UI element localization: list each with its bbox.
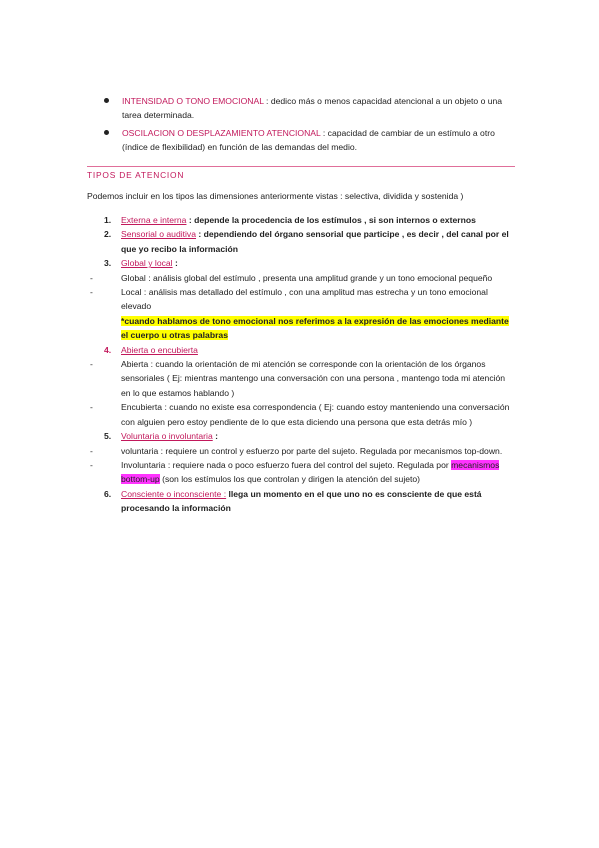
bullet-term: INTENSIDAD O TONO EMOCIONAL bbox=[122, 96, 264, 106]
dash-marker: - bbox=[90, 459, 93, 470]
sub-item bbox=[87, 285, 517, 314]
note bbox=[87, 314, 517, 343]
dash-marker: - bbox=[90, 402, 93, 413]
list-item bbox=[87, 227, 517, 256]
bullet-dot bbox=[104, 130, 109, 135]
item-term: Abierta o encubierta bbox=[121, 344, 198, 355]
list-item bbox=[87, 256, 517, 270]
sub-item-text: Global : análisis global del estímulo , presenta una amplitud grande y un tono emocional pequeño bbox=[121, 272, 493, 283]
sub-item-text: Abierta : cuando la orientación de mi atención se corresponde con la orientación de los órganos sensoriales ( Ej: mientras mantengo una conversación con una persona , mantengo toda mi atención en lo que estamos hablando ) bbox=[121, 359, 506, 398]
sub-item-text-tail: (son los estímulos los que controlan y dirigen la atención del sujeto) bbox=[159, 474, 421, 485]
sub-item-text: Encubierta : cuando no existe esa correspondencia ( Ej: cuando estoy manteniendo una conversación con alguien pero estoy pendiente de lo que esta diciendo una persona que esta detrás mío ) bbox=[121, 402, 510, 427]
bullet-text: : dedico más o menos capacidad atencional a un objeto o una tarea determinada. bbox=[122, 96, 503, 121]
item-number: 1. bbox=[104, 215, 112, 225]
section-divider bbox=[87, 166, 515, 167]
item-term: Externa e interna bbox=[121, 215, 187, 225]
bullet-term: OSCILACION O DESPLAZAMIENTO ATENCIONAL bbox=[122, 127, 321, 138]
list-item bbox=[87, 343, 517, 357]
item-number: 3. bbox=[104, 258, 112, 269]
top-bullet-list bbox=[104, 94, 514, 158]
sub-item bbox=[87, 271, 517, 285]
item-term: Global y local bbox=[121, 258, 173, 269]
bullet-item bbox=[104, 94, 514, 123]
item-text: : dependiendo del órgano sensorial que participe , es decir , del canal por el que yo recibo la información bbox=[121, 229, 509, 254]
dash-marker: - bbox=[90, 445, 93, 456]
item-term: Voluntaria o involuntaria bbox=[121, 431, 213, 442]
sub-item bbox=[87, 444, 517, 458]
item-number: 4. bbox=[104, 344, 112, 355]
sub-item bbox=[87, 400, 517, 429]
dash-marker: - bbox=[90, 359, 93, 370]
item-text: : depende la procedencia de los estímulos , si son internos o externos bbox=[186, 215, 476, 225]
highlighted-note: *cuando hablamos de tono emocional nos referimos a la expresión de las emociones mediante el cuerpo u otras palabras bbox=[121, 315, 509, 341]
dash-marker: - bbox=[90, 272, 93, 283]
intro-paragraph: Podemos incluir en los tipos las dimensiones anteriormente vistas : selectiva, dividida y sostenida ) bbox=[87, 191, 464, 201]
highlighted-term: mecanismos bottom-up bbox=[121, 459, 500, 485]
list-item bbox=[87, 213, 517, 227]
sub-item-text: Local : análisis mas detallado del estímulo , con una amplitud mas estrecha y un tono emocional elevado bbox=[121, 287, 488, 312]
item-number: 5. bbox=[104, 431, 112, 442]
sub-item-text: Involuntaria : requiere nada o poco esfuerzo fuera del control del sujeto. Regulada por bbox=[121, 459, 452, 470]
item-term: Consciente o inconsciente : bbox=[121, 488, 227, 499]
bullet-dot bbox=[104, 98, 109, 103]
bullet-text: : capacidad de cambiar de un estímulo a otro (índice de flexibilidad) en función de las demandas del medio. bbox=[122, 127, 495, 153]
list-item bbox=[87, 429, 517, 443]
item-number: 2. bbox=[104, 229, 112, 240]
sub-item bbox=[87, 458, 517, 487]
list-item bbox=[87, 487, 517, 516]
item-number: 6. bbox=[104, 488, 112, 499]
item-term: Sensorial o auditiva bbox=[121, 229, 197, 240]
item-text: llega un momento en el que uno no es consciente de que está procesando la información bbox=[121, 488, 482, 514]
item-text: : bbox=[212, 431, 218, 442]
dash-marker: - bbox=[90, 287, 93, 298]
sub-item bbox=[87, 357, 517, 400]
bullet-item bbox=[104, 126, 514, 155]
types-list bbox=[87, 213, 517, 516]
item-text: : bbox=[172, 258, 178, 269]
sub-item-text: voluntaria : requiere un control y esfuerzo por parte del sujeto. Regulada por mecanismos top-down. bbox=[121, 445, 503, 456]
section-title: TIPOS DE ATENCION bbox=[87, 170, 185, 180]
